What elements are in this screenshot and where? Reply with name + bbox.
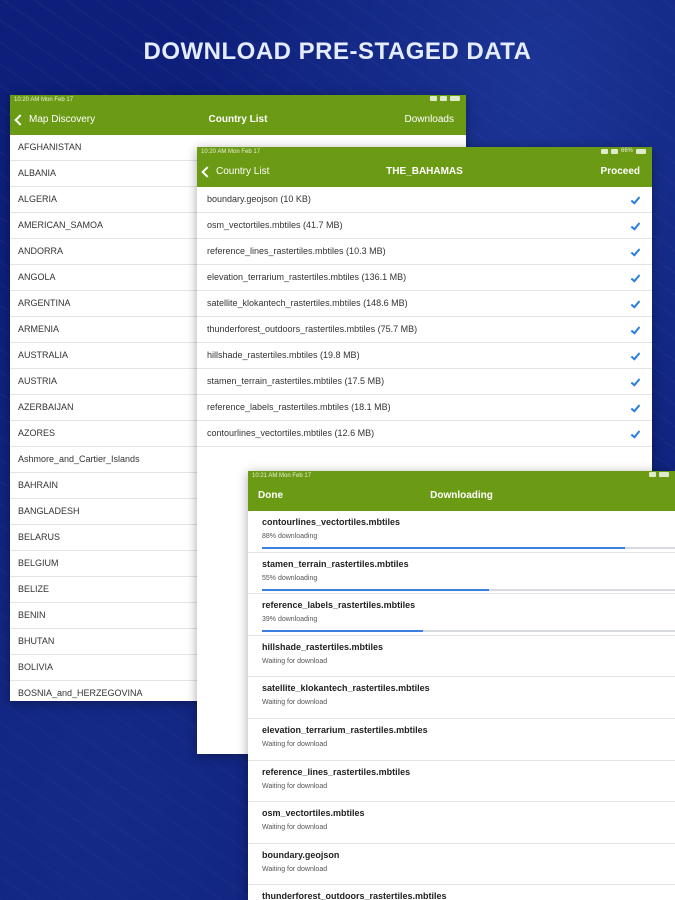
country-list-item[interactable]: BELIZE bbox=[10, 577, 466, 603]
progress-bar bbox=[262, 589, 675, 591]
status-bar bbox=[10, 95, 466, 105]
page-headline: DOWNLOAD PRE-STAGED DATA bbox=[143, 38, 532, 65]
download-status: Waiting for download bbox=[262, 782, 328, 790]
download-list bbox=[248, 511, 675, 900]
country-list-item[interactable]: ANDORRA bbox=[10, 239, 466, 265]
download-name: reference_labels_rastertiles.mbtiles bbox=[262, 600, 416, 611]
download-item bbox=[248, 885, 675, 900]
download-item bbox=[248, 802, 675, 844]
progress-bar-fill bbox=[262, 547, 625, 549]
country-list-item[interactable]: BENIN bbox=[10, 603, 466, 629]
progress-bar-fill bbox=[262, 630, 423, 632]
file-label: boundary.geojson (10 KB) bbox=[207, 194, 311, 204]
back-label: Country List bbox=[216, 166, 270, 177]
country-list-item[interactable]: AUSTRALIA bbox=[10, 343, 466, 369]
download-name: boundary.geojson bbox=[262, 849, 340, 860]
file-list-item[interactable] bbox=[197, 317, 652, 343]
download-item bbox=[248, 761, 675, 803]
country-list-item[interactable]: BOLIVIA bbox=[10, 655, 466, 681]
file-list-item[interactable] bbox=[197, 187, 652, 213]
checkmark-icon bbox=[631, 402, 641, 412]
country-list-item[interactable]: ARMENIA bbox=[10, 317, 466, 343]
download-name: hillshade_rastertiles.mbtiles bbox=[262, 641, 384, 652]
status-icons bbox=[649, 472, 669, 477]
checkmark-icon bbox=[631, 246, 641, 256]
nav-title: THE_BAHAMAS bbox=[386, 166, 463, 177]
download-name: satellite_klokantech_rastertiles.mbtiles bbox=[262, 683, 430, 694]
status-bar bbox=[248, 471, 675, 481]
file-list-item[interactable] bbox=[197, 343, 652, 369]
file-list-item[interactable] bbox=[197, 213, 652, 239]
download-item bbox=[248, 719, 675, 761]
file-label: reference_labels_rastertiles.mbtiles (18.1 MB) bbox=[207, 402, 391, 412]
country-list-item[interactable]: BELGIUM bbox=[10, 551, 466, 577]
download-name: elevation_terrarium_rastertiles.mbtiles bbox=[262, 724, 428, 735]
file-label: satellite_klokantech_rastertiles.mbtiles (148.6 MB) bbox=[207, 298, 408, 308]
status-icons bbox=[601, 148, 646, 154]
file-label: thunderforest_outdoors_rastertiles.mbtiles (75.7 MB) bbox=[207, 324, 418, 334]
file-list bbox=[197, 187, 652, 447]
country-list-item[interactable]: AUSTRIA bbox=[10, 369, 466, 395]
file-label: osm_vectortiles.mbtiles (41.7 MB) bbox=[207, 220, 343, 230]
nav-bar bbox=[197, 157, 652, 187]
checkmark-icon bbox=[631, 194, 641, 204]
status-time: 10:21 AM Mon Feb 17 bbox=[252, 473, 312, 479]
battery-icon bbox=[659, 472, 669, 477]
downloads-button[interactable]: Downloads bbox=[404, 114, 454, 125]
downloading-panel bbox=[248, 471, 675, 900]
wifi-icon bbox=[649, 472, 656, 477]
file-list-item[interactable] bbox=[197, 369, 652, 395]
nav-title: Country List bbox=[208, 114, 268, 125]
file-list-item[interactable] bbox=[197, 395, 652, 421]
country-list-item[interactable]: AFGHANISTAN bbox=[10, 135, 466, 161]
download-status: 39% downloading bbox=[262, 616, 318, 624]
file-label: reference_lines_rastertiles.mbtiles (10.3 MB) bbox=[207, 246, 386, 256]
proceed-button[interactable]: Proceed bbox=[600, 166, 640, 177]
back-label: Map Discovery bbox=[29, 114, 96, 125]
battery-percent: 66% bbox=[620, 148, 633, 154]
progress-bar-fill bbox=[262, 589, 489, 591]
checkmark-icon bbox=[631, 324, 641, 334]
country-list-item[interactable]: ANGOLA bbox=[10, 265, 466, 291]
download-status: Waiting for download bbox=[262, 824, 328, 832]
country-list-item[interactable]: AMERICAN_SAMOA bbox=[10, 213, 466, 239]
download-status: Waiting for download bbox=[262, 865, 328, 873]
download-item bbox=[248, 511, 675, 553]
download-item bbox=[248, 594, 675, 636]
file-label: elevation_terrarium_rastertiles.mbtiles (136.1 MB) bbox=[207, 272, 407, 282]
country-list-item[interactable]: AZERBAIJAN bbox=[10, 395, 466, 421]
download-item bbox=[248, 636, 675, 678]
nav-title: Downloading bbox=[430, 490, 493, 501]
nav-bar bbox=[10, 105, 466, 135]
status-time: 10:20 AM Mon Feb 17 bbox=[201, 149, 261, 155]
checkmark-icon bbox=[631, 272, 641, 282]
checkmark-icon bbox=[631, 298, 641, 308]
wifi-icon bbox=[440, 96, 447, 101]
download-name: thunderforest_outdoors_rastertiles.mbtiles bbox=[262, 891, 447, 900]
country-list-item[interactable]: AZORES bbox=[10, 421, 466, 447]
checkmark-icon bbox=[631, 376, 641, 386]
status-time: 10:20 AM Mon Feb 17 bbox=[14, 97, 74, 103]
file-label: hillshade_rastertiles.mbtiles (19.8 MB) bbox=[207, 350, 360, 360]
country-list-item[interactable]: BOSNIA_and_HERZEGOVINA bbox=[10, 681, 466, 701]
download-status: Waiting for download bbox=[262, 740, 328, 748]
file-label: stamen_terrain_rastertiles.mbtiles (17.5 MB) bbox=[207, 376, 385, 386]
checkmark-icon bbox=[631, 428, 641, 438]
download-status: 55% downloading bbox=[262, 574, 318, 582]
country-list-item[interactable]: ARGENTINA bbox=[10, 291, 466, 317]
file-label: contourlines_vectortiles.mbtiles (12.6 MB) bbox=[207, 428, 375, 438]
checkmark-icon bbox=[631, 220, 641, 230]
file-list-item[interactable] bbox=[197, 291, 652, 317]
checkmark-icon bbox=[631, 350, 641, 360]
country-list-item[interactable]: ALGERIA bbox=[10, 187, 466, 213]
country-list-item[interactable]: BELARUS bbox=[10, 525, 466, 551]
progress-bar bbox=[262, 547, 675, 549]
done-button[interactable]: Done bbox=[258, 490, 283, 501]
download-item bbox=[248, 553, 675, 595]
download-status: Waiting for download bbox=[262, 657, 328, 665]
country-list-item[interactable]: Ashmore_and_Cartier_Islands bbox=[10, 447, 466, 473]
progress-bar bbox=[262, 630, 675, 632]
status-icons bbox=[430, 96, 460, 101]
nav-bar bbox=[248, 481, 675, 511]
file-list-item[interactable] bbox=[197, 265, 652, 291]
country-list-item[interactable]: BANGLADESH bbox=[10, 499, 466, 525]
download-status: 88% downloading bbox=[262, 533, 318, 540]
download-item bbox=[248, 677, 675, 719]
download-status: Waiting for download bbox=[262, 699, 328, 707]
signal-icon bbox=[430, 96, 437, 101]
wifi-icon bbox=[611, 149, 618, 154]
battery-icon bbox=[636, 149, 646, 154]
file-list-item[interactable] bbox=[197, 239, 652, 265]
download-name: reference_lines_rastertiles.mbtiles bbox=[262, 766, 411, 777]
download-name: contourlines_vectortiles.mbtiles bbox=[262, 517, 401, 527]
country-list-item[interactable]: BAHRAIN bbox=[10, 473, 466, 499]
status-bar bbox=[197, 147, 652, 157]
battery-icon bbox=[450, 96, 460, 101]
file-list-item[interactable] bbox=[197, 421, 652, 447]
download-name: stamen_terrain_rastertiles.mbtiles bbox=[262, 558, 409, 569]
signal-icon bbox=[601, 149, 608, 154]
download-name: osm_vectortiles.mbtiles bbox=[262, 808, 365, 819]
country-list-item[interactable]: ALBANIA bbox=[10, 161, 466, 187]
download-item bbox=[248, 844, 675, 886]
country-list-item[interactable]: BHUTAN bbox=[10, 629, 466, 655]
